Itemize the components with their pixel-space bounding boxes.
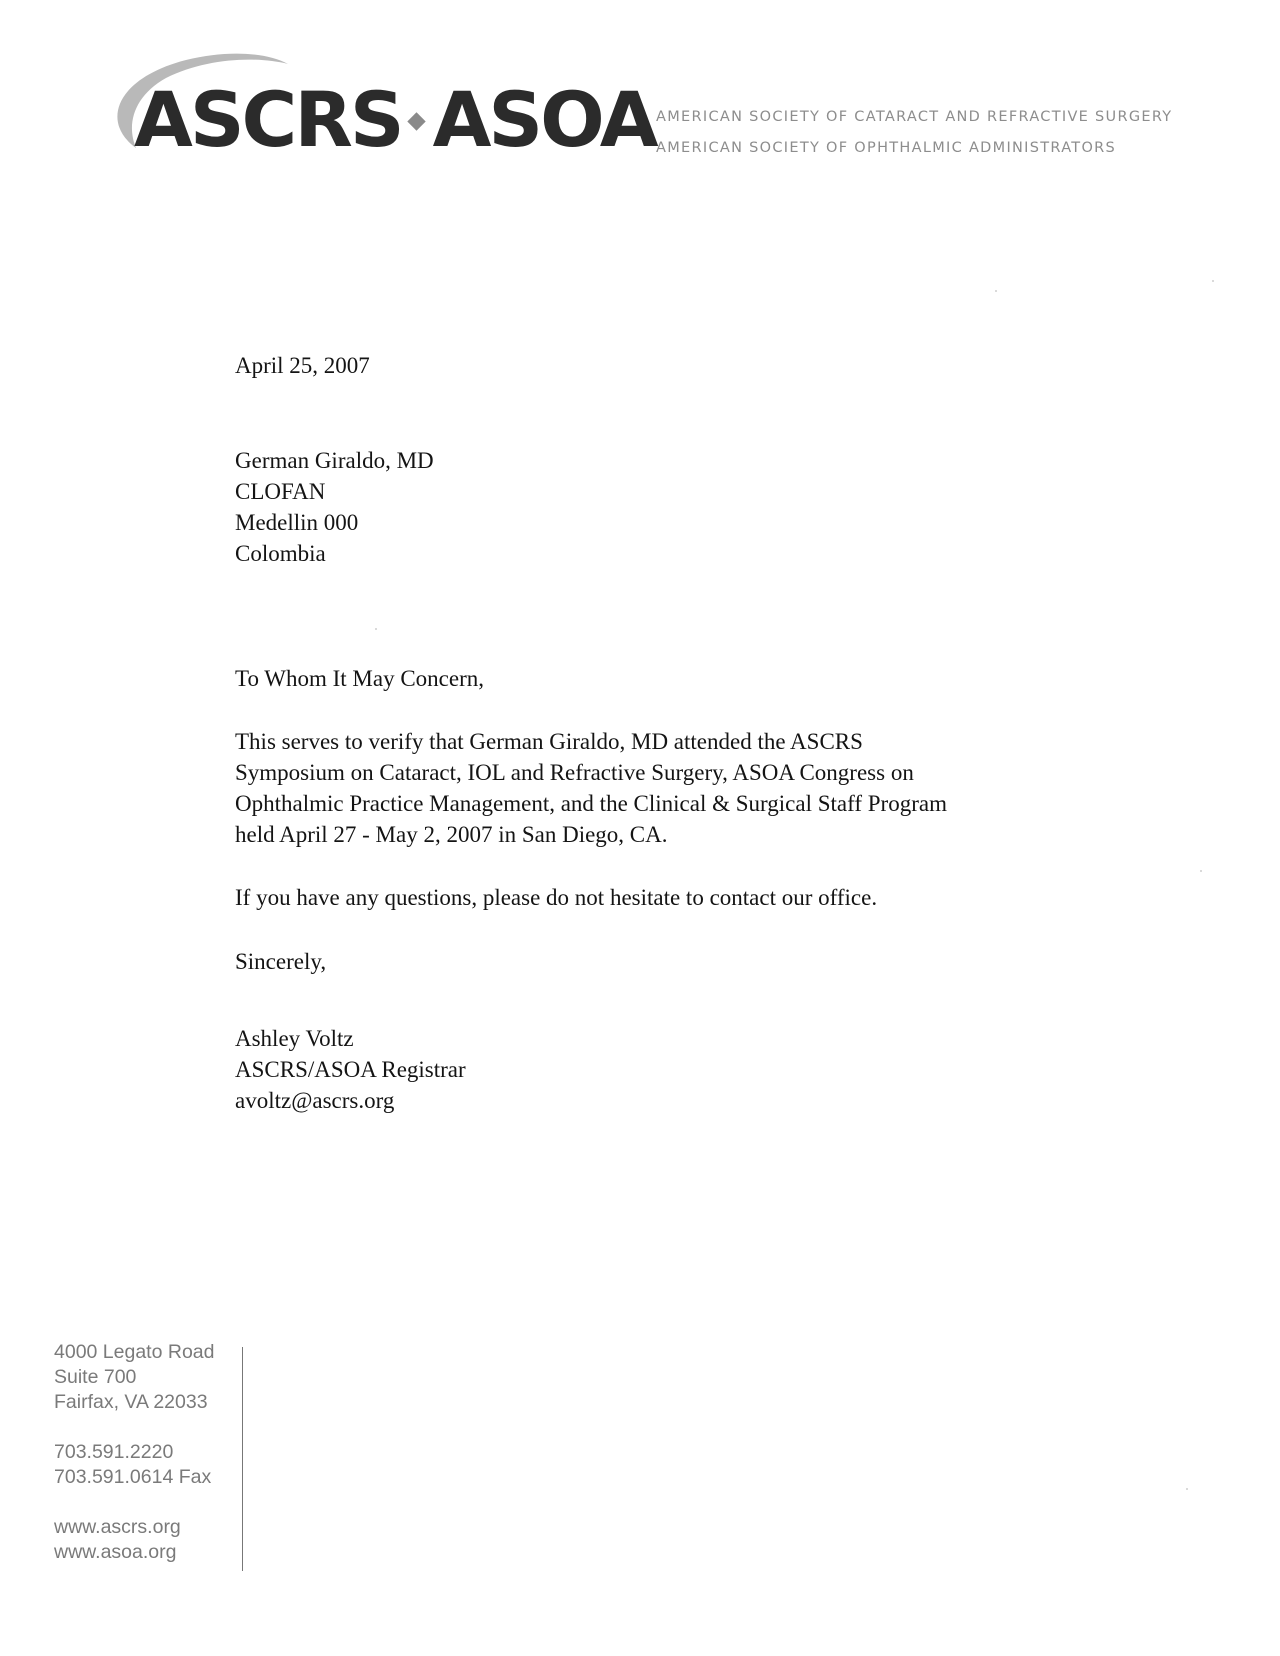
recipient-country: Colombia: [235, 541, 326, 566]
fax-number: 703.591.0614 Fax: [54, 1466, 212, 1488]
body-line: This serves to verify that German Giraldo, MD attended the ASCRS: [235, 729, 863, 754]
phone-number: 703.591.2220: [54, 1441, 174, 1463]
body-line: held April 27 - May 2, 2007 in San Diego, CA.: [235, 822, 668, 847]
website-link[interactable]: www.asoa.org: [54, 1541, 177, 1563]
footer-address: [54, 1340, 214, 1415]
signature-block: [235, 1023, 466, 1116]
address-line: Suite 700: [54, 1366, 137, 1388]
salutation: [235, 663, 484, 694]
salutation-text: To Whom It May Concern,: [235, 666, 485, 691]
tagline-line: AMERICAN SOCIETY OF OPHTHALMIC ADMINISTRATORS: [656, 140, 1117, 156]
scan-speck: [995, 290, 997, 292]
recipient-name: German Giraldo, MD: [235, 448, 434, 473]
scan-speck: [375, 628, 377, 630]
body-paragraph: [235, 726, 947, 850]
diamond-icon: [407, 112, 425, 130]
closing-paragraph: [235, 882, 877, 913]
body-line: Symposium on Cataract, IOL and Refractive Surgery, ASOA Congress on: [235, 760, 914, 785]
scan-speck: [1186, 1488, 1188, 1490]
signer-email[interactable]: avoltz@ascrs.org: [235, 1088, 395, 1113]
signer-name: Ashley Voltz: [235, 1026, 354, 1051]
scan-speck: [1200, 870, 1202, 872]
closing-text: If you have any questions, please do not hesitate to contact our office.: [235, 885, 878, 910]
recipient-city: Medellin 000: [235, 510, 359, 535]
address-line: 4000 Legato Road: [54, 1341, 215, 1363]
footer-phones: [54, 1440, 214, 1490]
recipient-address: [235, 445, 434, 569]
scan-speck: [1212, 280, 1214, 282]
address-line: Fairfax, VA 22033: [54, 1391, 208, 1413]
tagline-line: AMERICAN SOCIETY OF CATARACT AND REFRACTIVE SURGERY: [656, 109, 1173, 125]
footer-divider: [242, 1347, 243, 1571]
organization-tagline: [656, 102, 1172, 164]
footer-websites: [54, 1515, 214, 1565]
logo-ascrs: ASCRS: [134, 75, 402, 164]
logo-asoa: ASOA: [432, 75, 656, 164]
logo-wordmark: [134, 75, 656, 164]
website-link[interactable]: www.ascrs.org: [54, 1516, 181, 1538]
date-text: April 25, 2007: [235, 353, 370, 378]
ascrs-asoa-logo: [96, 44, 656, 164]
signer-title: ASCRS/ASOA Registrar: [235, 1057, 466, 1082]
footer-contact: [54, 1340, 214, 1590]
body-line: Ophthalmic Practice Management, and the Clinical & Surgical Staff Program: [235, 791, 947, 816]
recipient-organization: CLOFAN: [235, 479, 326, 504]
signoff: [235, 946, 326, 977]
letter-date: [235, 350, 370, 381]
signoff-text: Sincerely,: [235, 949, 327, 974]
